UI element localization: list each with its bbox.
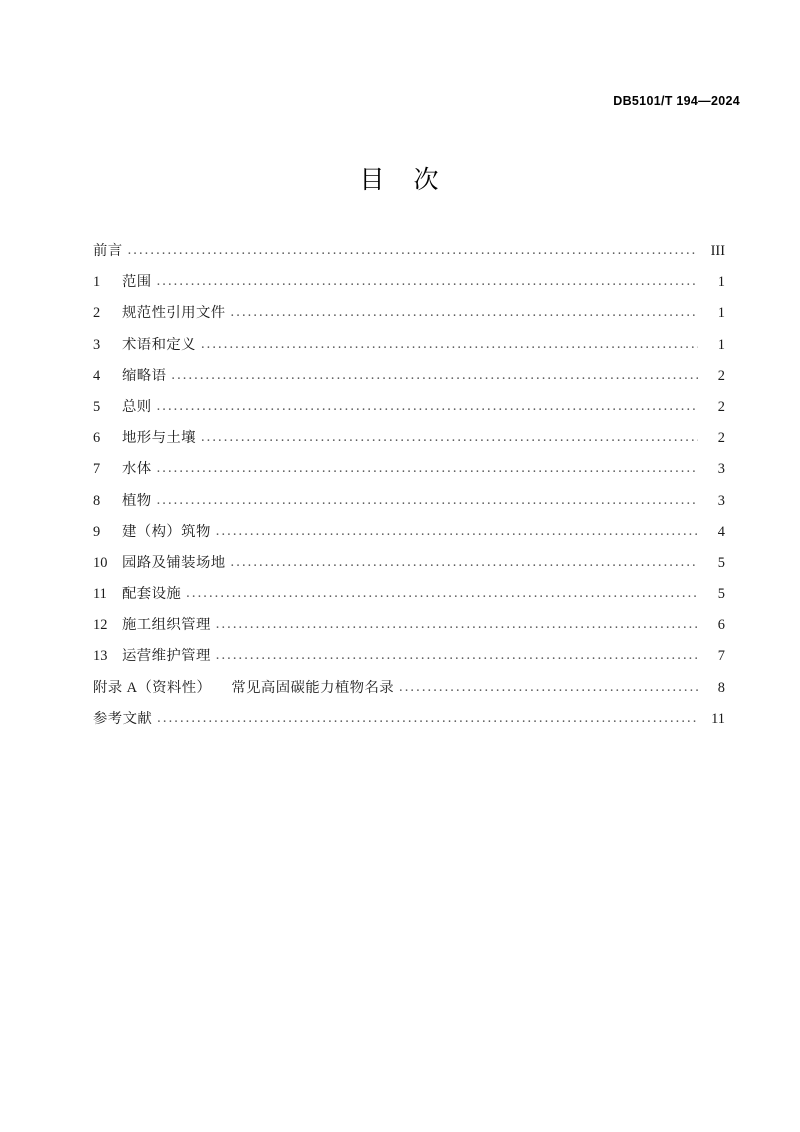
toc-entry-number: 7 xyxy=(93,461,101,478)
toc-entry[interactable] xyxy=(93,236,725,267)
toc-entry-number: 3 xyxy=(93,336,101,353)
toc-entry[interactable] xyxy=(93,486,725,517)
toc-entry[interactable] xyxy=(93,548,725,579)
toc-dot-leader xyxy=(128,235,698,266)
toc-entry[interactable] xyxy=(93,298,725,329)
toc-entry-label: 术语和定义 xyxy=(122,336,196,353)
toc-entry[interactable] xyxy=(93,517,725,548)
toc-entry-number: 11 xyxy=(93,586,107,603)
toc-entry[interactable] xyxy=(93,392,725,423)
toc-entry-label: 水体 xyxy=(122,461,152,478)
toc-entry-page-number: 7 xyxy=(717,648,725,665)
toc-dot-leader xyxy=(201,422,698,453)
toc-entry-page-number: 2 xyxy=(717,398,725,415)
toc-entry-label: 前言 xyxy=(93,243,123,259)
page-title: 目 次 xyxy=(359,167,441,194)
toc-entry-number: 1 xyxy=(93,274,101,291)
toc-entry[interactable] xyxy=(93,641,725,672)
toc-entry-label: 运营维护管理 xyxy=(122,648,211,665)
toc-entry[interactable] xyxy=(93,704,725,735)
toc-entry-page-number: 11 xyxy=(711,710,725,727)
toc-entry-page-number: 8 xyxy=(717,679,725,696)
toc-entry[interactable] xyxy=(93,267,725,298)
toc-entry-number: 5 xyxy=(93,398,101,415)
toc-dot-leader xyxy=(231,547,698,578)
toc-entry-label: 园路及铺装场地 xyxy=(122,554,226,571)
toc-dot-leader xyxy=(157,266,698,297)
toc-dot-leader xyxy=(216,516,698,547)
toc-entry[interactable] xyxy=(93,423,725,454)
toc-entry-page-number: 1 xyxy=(717,274,725,291)
toc-dot-leader xyxy=(216,609,698,640)
toc-entry-label: 配套设施 xyxy=(122,586,182,603)
toc-entry-page-number: 3 xyxy=(717,492,725,509)
toc-dot-leader xyxy=(157,703,698,734)
toc-entry-page-number: 5 xyxy=(717,586,725,603)
toc-entry-label: 参考文献 xyxy=(93,710,153,727)
toc-entry-page-number: 2 xyxy=(717,430,725,447)
toc-entry[interactable] xyxy=(93,361,725,392)
table-of-contents xyxy=(93,236,725,735)
toc-entry-label: 建（构）筑物 xyxy=(122,523,211,540)
toc-dot-leader xyxy=(157,453,698,484)
toc-entry-number: 2 xyxy=(93,305,101,322)
toc-entry-page-number: 6 xyxy=(717,617,725,634)
toc-entry-page-number: 4 xyxy=(717,523,725,540)
toc-dot-leader xyxy=(171,360,698,391)
toc-entry-number: 6 xyxy=(93,430,101,447)
toc-entry-label: 地形与土壤 xyxy=(122,430,196,447)
toc-entry-page-number: 1 xyxy=(717,336,725,353)
toc-entry-page-number: 5 xyxy=(717,554,725,571)
toc-dot-leader xyxy=(186,578,698,609)
toc-dot-leader xyxy=(399,672,698,703)
toc-entry-label: 范围 xyxy=(122,274,152,291)
toc-entry-label: 规范性引用文件 xyxy=(122,305,226,322)
toc-entry-number: 4 xyxy=(93,367,101,384)
toc-entry-label: 附录 A（资料性） xyxy=(93,679,212,696)
toc-entry-subtitle: 常见高固碳能力植物名录 xyxy=(231,679,395,696)
toc-entry[interactable] xyxy=(93,610,725,641)
toc-entry-page-number: 1 xyxy=(717,305,725,322)
toc-entry-page-number: III xyxy=(710,243,725,259)
toc-entry-label: 缩略语 xyxy=(122,367,167,384)
toc-entry[interactable] xyxy=(93,330,725,361)
toc-dot-leader xyxy=(157,391,698,422)
toc-entry-page-number: 2 xyxy=(717,367,725,384)
toc-entry-label: 植物 xyxy=(122,492,152,509)
toc-entry[interactable] xyxy=(93,454,725,485)
toc-entry-number: 10 xyxy=(93,554,108,571)
toc-dot-leader xyxy=(201,329,698,360)
toc-entry-page-number: 3 xyxy=(717,461,725,478)
toc-dot-leader xyxy=(231,297,698,328)
standard-number-header: DB5101/T 194—2024 xyxy=(613,94,740,108)
toc-entry-number: 12 xyxy=(93,617,108,634)
toc-dot-leader xyxy=(216,640,698,671)
toc-entry-label: 总则 xyxy=(122,398,152,415)
toc-entry-number: 13 xyxy=(93,648,108,665)
toc-entry-number: 9 xyxy=(93,523,101,540)
toc-entry-number: 8 xyxy=(93,492,101,509)
toc-entry-label: 施工组织管理 xyxy=(122,617,211,634)
toc-dot-leader xyxy=(157,485,698,516)
toc-entry[interactable] xyxy=(93,579,725,610)
toc-entry[interactable] xyxy=(93,673,725,704)
